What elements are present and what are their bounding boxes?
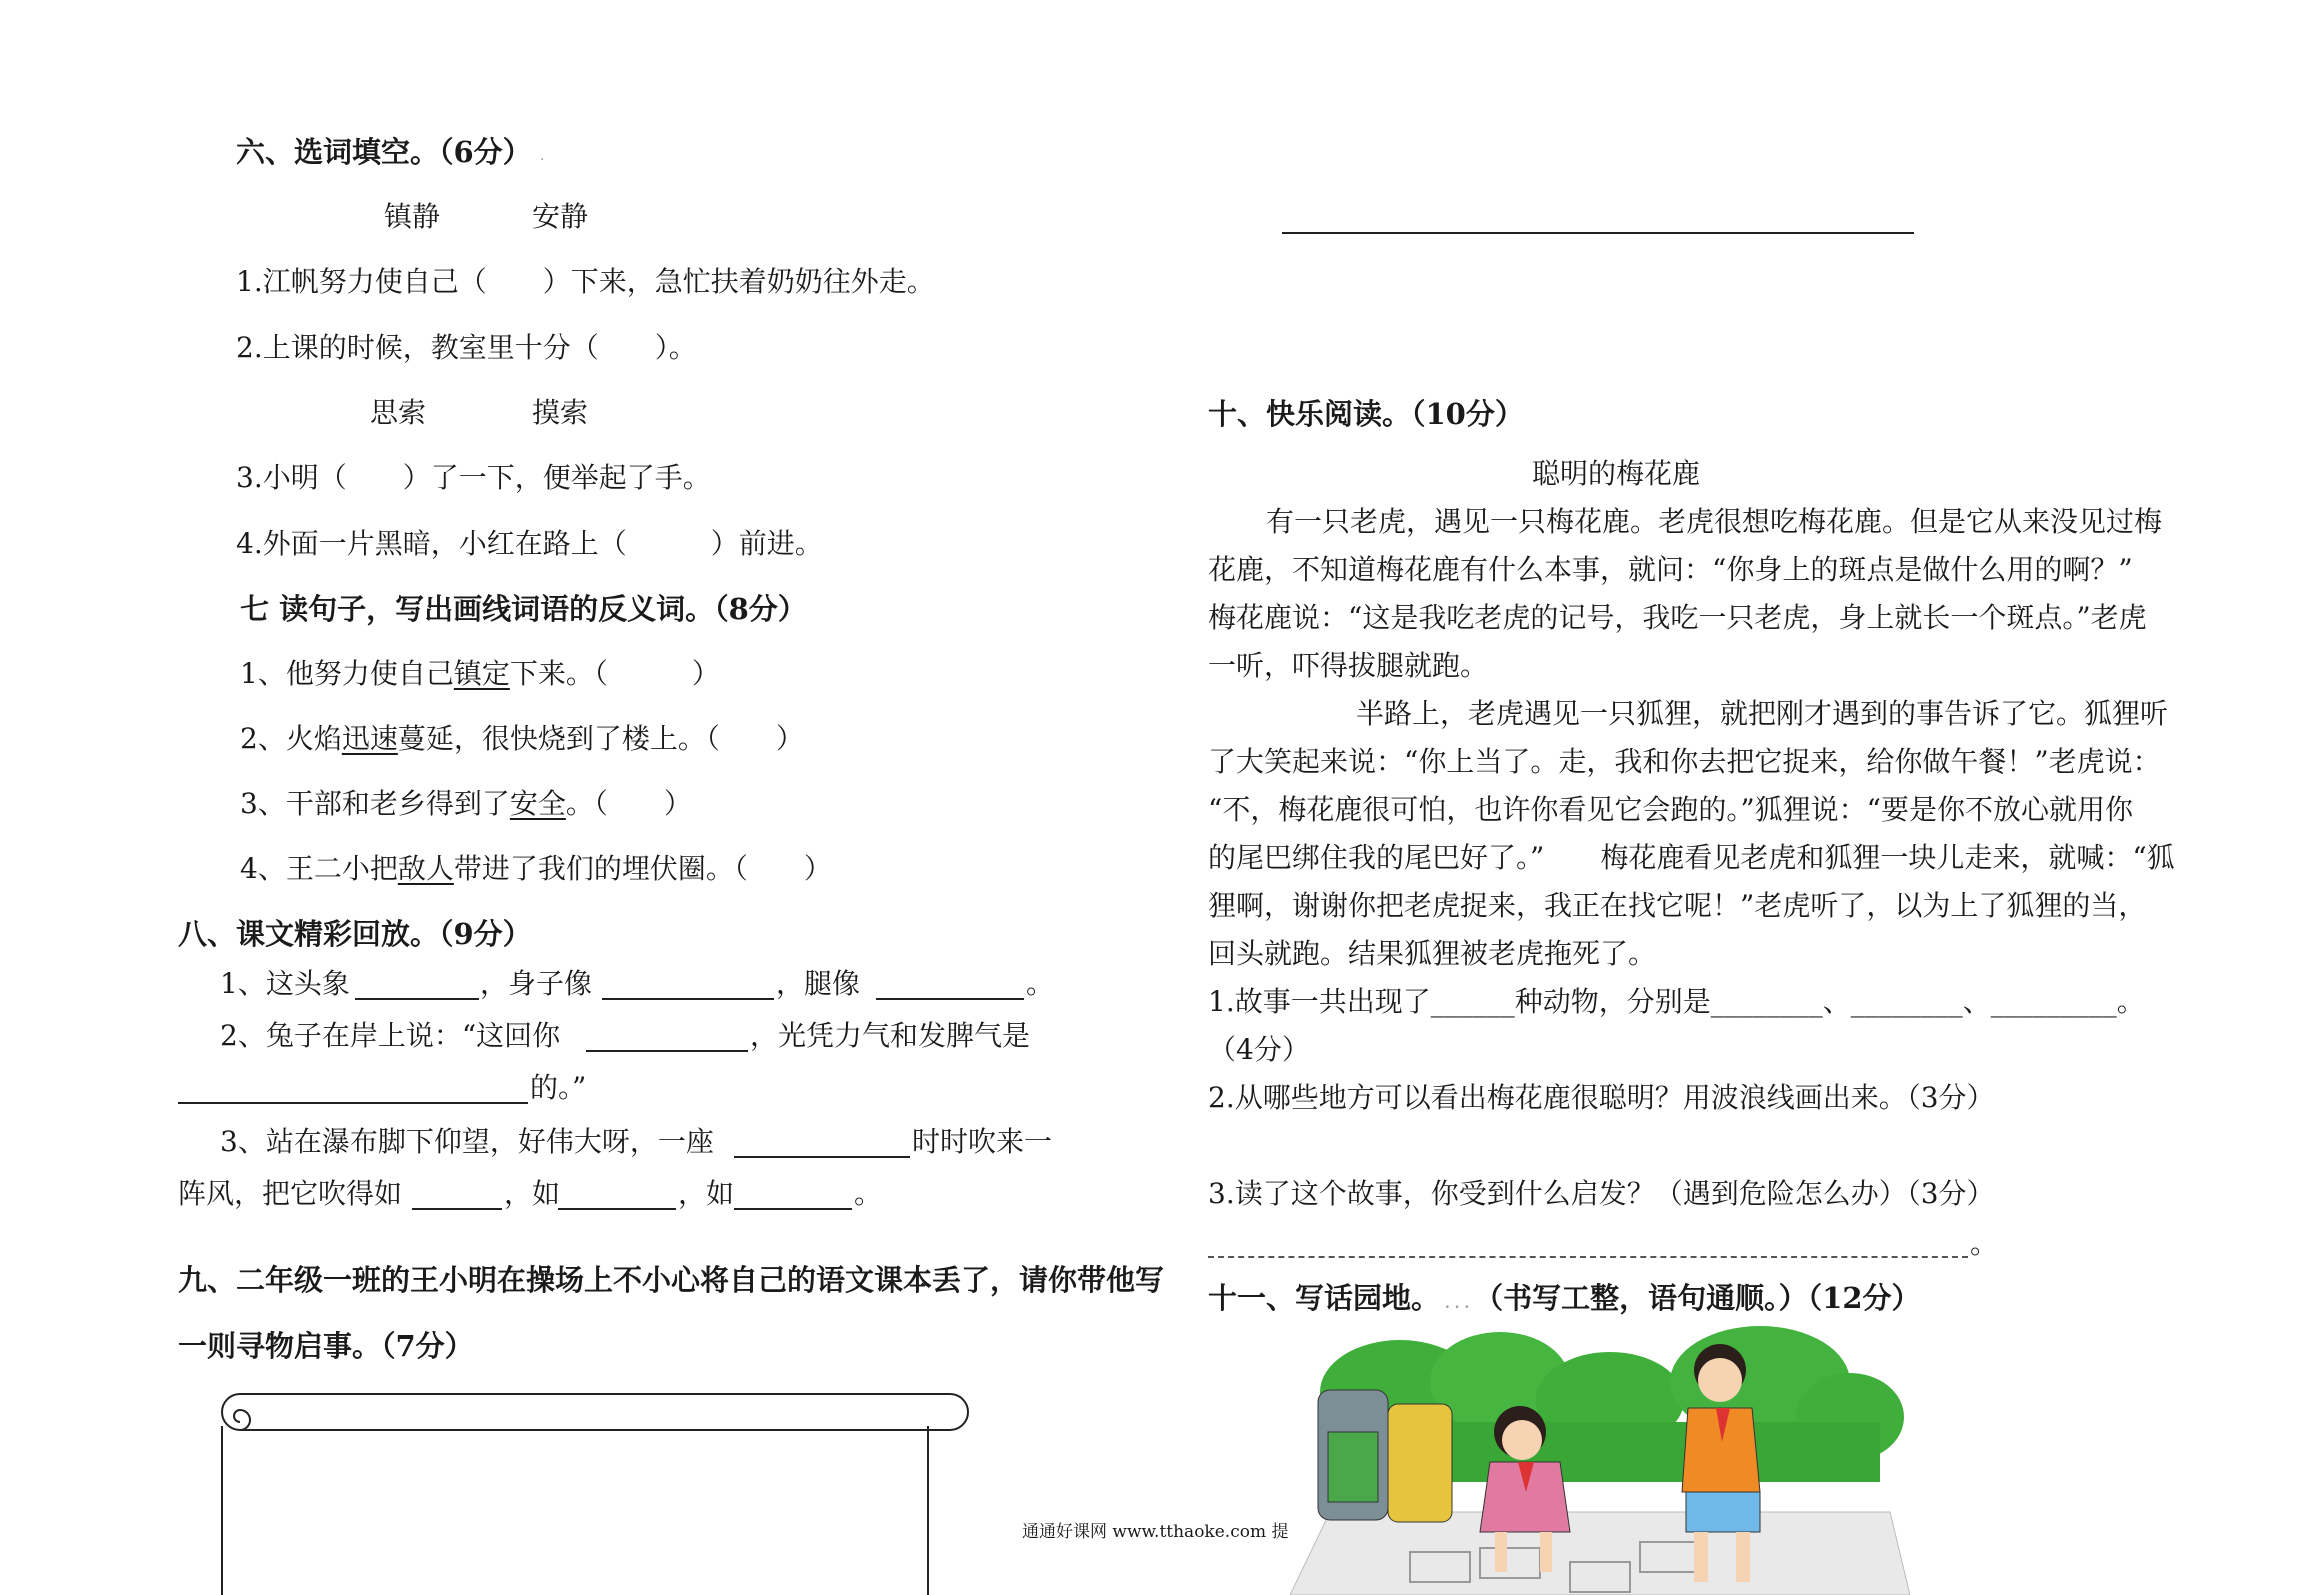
sec6-q1: 1.江帆努力使自己（ ）下来，急忙扶着奶奶往外走。	[236, 265, 935, 298]
scroll-frame	[210, 1386, 980, 1595]
underlined-word: 安全	[509, 787, 566, 820]
sec10-q1-score: （4分）	[1208, 1033, 1310, 1066]
word-option: 思索	[370, 396, 427, 429]
sec8-text: 3、站在瀑布脚下仰望，好伟大呀，一座	[220, 1125, 714, 1158]
sec8-text: ，身子像	[480, 967, 593, 1000]
underlined-word: 敌人	[397, 852, 454, 885]
underlined-word: 镇定	[453, 657, 510, 690]
blank-line[interactable]	[876, 998, 1024, 1000]
sec8-text: 1、这头象	[220, 967, 350, 1000]
story-line: 有一只老虎，遇见一只梅花鹿。老虎很想吃梅花鹿。但是它从来没见过梅	[1266, 505, 2163, 538]
sec6-q2: 2.上课的时候，教室里十分（ ）。	[236, 331, 697, 364]
story-line: 一听，吓得拔腿就跑。	[1208, 649, 1489, 682]
word-option: 安静	[532, 200, 589, 233]
blank-line[interactable]	[355, 998, 479, 1000]
answer-line[interactable]	[1282, 232, 1914, 234]
story-line: 梅花鹿说：“这是我吃老虎的记号，我吃一只老虎，身上就长一个斑点。”老虎	[1208, 601, 2147, 634]
blank-line[interactable]	[178, 1102, 528, 1104]
sec7-title: 七 读句子，写出画线词语的反义词。（8分）	[240, 592, 807, 626]
story-line: 回头就跑。结果狐狸被老虎拖死了。	[1208, 937, 1657, 970]
sec11-title: 十一、写话园地。 . . . （书写工整，语句通顺。）（12分）	[1208, 1281, 1921, 1315]
sec8-text: 的。”	[530, 1071, 587, 1104]
sec9-title-cont: 一则寻物启事。（7分）	[178, 1329, 474, 1363]
sec8-text: 。	[1026, 967, 1055, 1000]
blank-line[interactable]	[602, 998, 774, 1000]
sec8-text: 2、兔子在岸上说：“这回你	[220, 1019, 561, 1052]
sec8-text: ，如	[504, 1177, 561, 1210]
blank-line[interactable]	[558, 1208, 676, 1210]
story-line: 了大笑起来说：“你上当了。走，我和你去把它捉来，给你做午餐！”老虎说：	[1208, 745, 2161, 778]
sec8-text: ，腿像	[776, 967, 861, 1000]
sec8-title: 八、课文精彩回放。（9分）	[178, 917, 532, 951]
sec8-text: 时时吹来一	[912, 1125, 1053, 1158]
footer-text: 通通好课网 www.tthaoke.com 提	[1022, 1522, 1289, 1542]
sec10-q3-end: 。	[1970, 1227, 1999, 1260]
sec7-item: 4、王二小把敌人带进了我们的埋伏圈。（ ）	[240, 852, 832, 885]
sec10-q3: 3.读了这个故事，你受到什么启发？（遇到危险怎么办）（3分）	[1208, 1177, 1995, 1210]
sec7-item: 3、干部和老乡得到了安全。（ ）	[240, 787, 692, 820]
sec6-title: 六、选词填空。（6分）	[236, 135, 532, 169]
word-option: 摸索	[532, 396, 589, 429]
story-line: “不，梅花鹿很可怕，也许你看见它会跑的。”狐狸说：“要是你不放心就用你	[1208, 793, 2133, 826]
sec10-q1: 1.故事一共出现了______种动物，分别是________、________、_________。	[1208, 985, 2145, 1018]
sec7-item: 1、他努力使自己镇定下来。（ ）	[240, 657, 720, 690]
sec8-text: ，光凭力气和发脾气是	[750, 1019, 1031, 1052]
sec10-title: 十、快乐阅读。（10分）	[1208, 397, 1524, 431]
blank-line[interactable]	[586, 1050, 748, 1052]
writing-illustration	[1290, 1322, 1910, 1595]
story-line: 的尾巴绑住我的尾巴好了。” 梅花鹿看见老虎和狐狸一块儿走来，就喊：“狐	[1208, 841, 2175, 874]
underlined-word: 迅速	[341, 722, 398, 755]
sec10-q2: 2.从哪些地方可以看出梅花鹿很聪明？用波浪线画出来。（3分）	[1208, 1081, 1995, 1114]
sec8-text: 阵风，把它吹得如	[178, 1177, 403, 1210]
sec8-text: ，如	[678, 1177, 735, 1210]
story-title: 聪明的梅花鹿	[1532, 457, 1701, 490]
story-line: 半路上，老虎遇见一只狐狸，就把刚才遇到的事告诉了它。狐狸听	[1356, 697, 2169, 730]
sec6-q4: 4.外面一片黑暗，小红在路上（ ）前进。	[236, 527, 823, 560]
story-line: 花鹿，不知道梅花鹿有什么本事，就问：“你身上的斑点是做什么用的啊？”	[1208, 553, 2133, 586]
story-line: 狸啊，谢谢你把老虎捉来，我正在找它呢！”老虎听了，以为上了狐狸的当，	[1208, 889, 2147, 922]
sec7-item: 2、火焰迅速蔓延，很快烧到了楼上。（ ）	[240, 722, 804, 755]
sec8-text: 。	[854, 1177, 883, 1210]
answer-line[interactable]	[1208, 1256, 1968, 1258]
word-option: 镇静	[384, 200, 441, 233]
blank-line[interactable]	[734, 1156, 910, 1158]
sec9-title: 九、二年级一班的王小明在操场上不小心将自己的语文课本丢了，请你带他写	[178, 1263, 1165, 1297]
blank-line[interactable]	[412, 1208, 502, 1210]
sec6-q3: 3.小明（ ）了一下，便举起了手。	[236, 461, 711, 494]
blank-line[interactable]	[734, 1208, 852, 1210]
